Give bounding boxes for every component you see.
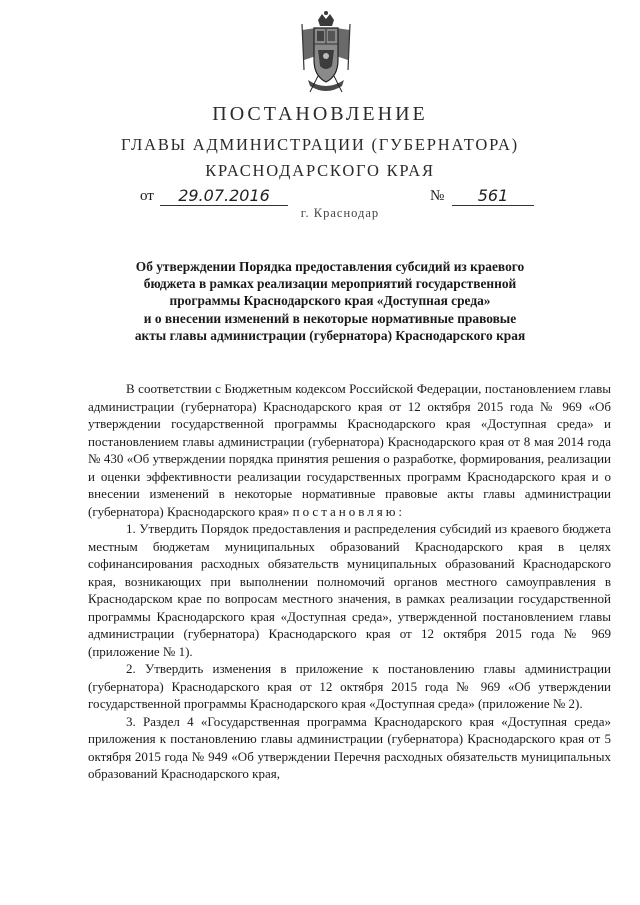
- item-3-paragraph: 3. Раздел 4 «Государственная программа Краснодарского края «Доступная среда» приложения к постановлению главы администрации (губернатора) Краснодарского края от 5 октября 2015 года № 949 «Об утверждении Перечня расходных обязательств муниципальных образований Краснодарского края,: [88, 713, 611, 781]
- date-prefix: от: [140, 188, 154, 204]
- coat-of-arms-icon: [296, 10, 356, 94]
- number-prefix: №: [430, 188, 445, 204]
- document-issuer-line-1: ГЛАВЫ АДМИНИСТРАЦИИ (ГУБЕРНАТОРА): [121, 135, 519, 154]
- document-city: г. Краснодар: [300, 206, 380, 220]
- document-number: 561: [452, 186, 534, 206]
- preamble-paragraph: [88, 380, 611, 520]
- item-2-paragraph: 2. Утвердить изменения в приложение к постановлению главы администрации (губернатора) Краснодарского края от 12 октября 2015 года № 969 «Об утверждении государственной программы Краснодарского края «Доступная среда» (приложение № 2).: [88, 661, 611, 711]
- document-body: [88, 380, 611, 783]
- title-line: программы Краснодарского края «Доступная среда»: [169, 293, 491, 309]
- document-issuer-line-2: КРАСНОДАРСКОГО КРАЯ: [205, 161, 435, 180]
- preamble-text: В соответствии с Бюджетным кодексом Российской Федерации, постановлением главы администрации (губернатора) Краснодарского края от 12 октября 2015 года № 969 «Об утверждении государственной программы Краснодарского края «Доступная среда» и постановлением главы администрации (губернатора) Краснодарского края от 8 мая 2014 года № 430 «Об утверждении порядка принятия решения о разработке, формирования, реализации и оценки эффективности реализации государственных программ Краснодарского края и о внесении изменений в некоторые нормативные правовые акты главы администрации (губернатора) Краснодарского края»: [88, 381, 611, 519]
- document-type: ПОСТАНОВЛЕНИЕ: [212, 103, 428, 125]
- decree-word: постановляю:: [292, 503, 406, 519]
- title-line: акты главы администрации (губернатора) Краснодарского края: [134, 327, 526, 343]
- document-date: 29.07.2016: [160, 186, 288, 206]
- title-line: и о внесении изменений в некоторые нормативные правовые: [143, 310, 517, 326]
- title-line: Об утверждении Порядка предоставления субсидий из краевого: [135, 259, 525, 274]
- item-1-paragraph: 1. Утвердить Порядок предоставления и распределения субсидий из краевого бюджета местным бюджетам муниципальных образований Краснодарского края в целях софинансирования расходных обязательств муниципальных образований Краснодарского края, возникающих при выполнении полномочий органов местного самоуправления в Краснодарском крае по вопросам местного значения, в рамках реализации государственной программы Краснодарского края «Доступная среда», утвержденной постановлением главы администрации (губернатора) Краснодарского края от 12 октября 2015 года № 969 (приложение № 1).: [88, 521, 611, 659]
- title-line: бюджета в рамках реализации мероприятий государственной: [143, 276, 517, 292]
- document-title: [60, 258, 600, 344]
